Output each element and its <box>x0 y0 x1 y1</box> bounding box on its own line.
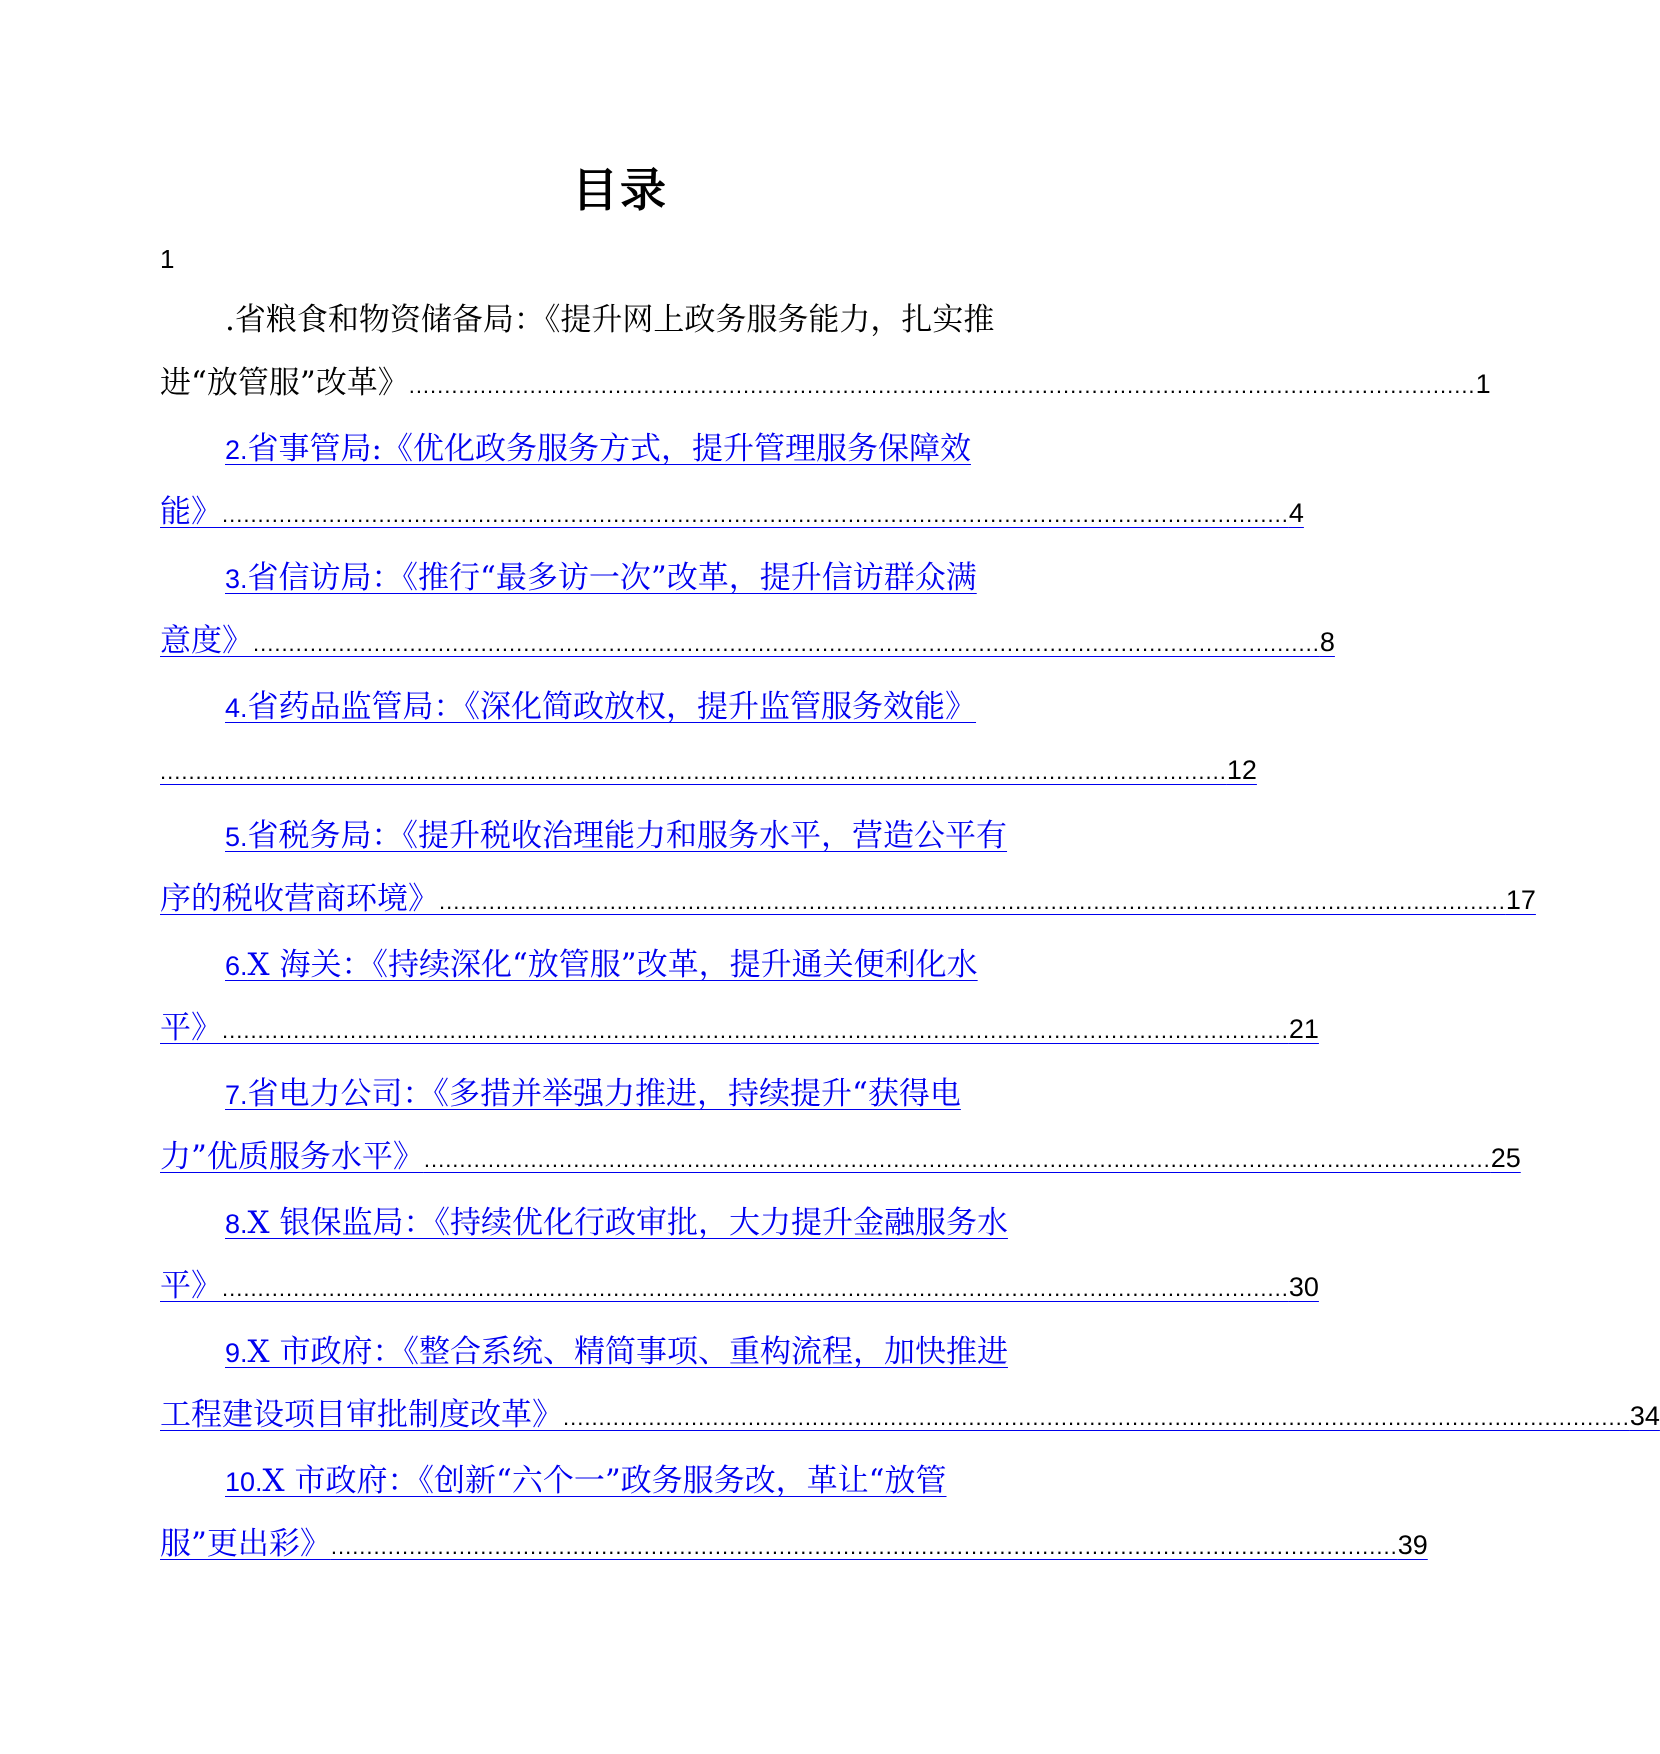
toc-entry-line1: 10.X 市政府：《创新“六个一”政务服务改，革让“放管 <box>225 1463 947 1499</box>
toc-entry-line1: 8.X 银保监局：《持续优化行政审批，大力提升金融服务水 <box>225 1205 1008 1241</box>
page-number: 1 <box>1475 369 1491 399</box>
page-number: 30 <box>1288 1272 1319 1302</box>
leader-dots: ...................................................................................................................................................... <box>160 759 1227 784</box>
toc-entry-line1: 4.省药品监管局：《深化简政放权，提升监管服务效能》 <box>225 689 977 725</box>
toc-entry-10[interactable] <box>160 1461 1428 1590</box>
toc-entry-2[interactable] <box>160 429 1304 558</box>
toc-top-number: 1 <box>160 244 175 274</box>
toc-entry-3[interactable] <box>160 558 1335 687</box>
leader-dots: ...................................................................................................................................................... <box>563 1405 1630 1430</box>
page-number: 8 <box>1319 627 1335 657</box>
page-number: 4 <box>1288 498 1304 528</box>
toc-entry-line1: 3.省信访局：《推行“最多访一次”改革，提升信访群众满 <box>225 560 977 596</box>
leader-dots: ...................................................................................................................................................... <box>222 1018 1289 1043</box>
leader-dots: ...................................................................................................................................................... <box>253 631 1320 656</box>
toc-entry-line2: 服”更出彩》 ...................................................................................................................................................... 39 <box>160 1524 1017 1564</box>
toc-entry-line2: 序的税收营商环境》 ...................................................................................................................................................... 17 <box>160 879 1017 919</box>
page-number: 39 <box>1397 1530 1428 1560</box>
toc-entry-line2: 意度》 ...................................................................................................................................................... 8 <box>160 621 1017 661</box>
leader-dots: ...................................................................................................................................................... <box>408 373 1476 398</box>
toc-entry-4[interactable] <box>160 687 1257 816</box>
toc-entry-line2: 进“放管服”改革》 ...................................................................................................................................................... 1 <box>160 363 1017 403</box>
toc-entry-line1: 6.X 海关：《持续深化“放管服”改革，提升通关便利化水 <box>225 947 978 983</box>
toc-entry-line2: 平》 ...................................................................................................................................................... 30 <box>160 1266 1017 1306</box>
toc-entry-5[interactable] <box>160 816 1536 945</box>
toc-entry-line1: 7.省电力公司：《多措并举强力推进，持续提升“获得电 <box>225 1076 961 1112</box>
toc-entry-line2: 力”优质服务水平》 ...................................................................................................................................................... 25 <box>160 1137 1017 1177</box>
toc-entry-line1: .省粮食和物资储备局：《提升网上政务服务能力，扎实推 <box>225 302 995 338</box>
toc-entry-line2: 工程建设项目审批制度改革》 ...................................................................................................................................................... 34 <box>160 1395 1017 1435</box>
page-number: 21 <box>1288 1014 1319 1044</box>
page-number: 34 <box>1629 1401 1660 1431</box>
leader-dots: ...................................................................................................................................................... <box>222 502 1289 527</box>
toc-entry-line1: 9.X 市政府：《整合系统、精简事项、重构流程，加快推进 <box>225 1334 1008 1370</box>
leader-dots: ...................................................................................................................................................... <box>330 1534 1398 1559</box>
leader-dots: ...................................................................................................................................................... <box>423 1147 1491 1172</box>
toc-entry-9[interactable] <box>160 1332 1660 1461</box>
page-number: 17 <box>1505 885 1536 915</box>
toc-entry-line2 <box>160 750 1257 790</box>
toc-entry-line2: 平》 ...................................................................................................................................................... 21 <box>160 1008 1017 1048</box>
toc-entry-6[interactable] <box>160 945 1319 1074</box>
page-number: 25 <box>1490 1143 1521 1173</box>
toc-entry-1[interactable] <box>160 300 1491 429</box>
page-title: 目录 <box>572 163 668 217</box>
toc-entry-7[interactable] <box>160 1074 1521 1203</box>
leader-dots: ...................................................................................................................................................... <box>439 889 1506 914</box>
toc-entry-line1: 2.省事管局:《优化政务服务方式，提升管理服务保障效 <box>225 431 971 467</box>
page-number: 12 <box>1226 755 1257 785</box>
leader-dots: ...................................................................................................................................................... <box>222 1276 1289 1301</box>
toc-entries <box>160 300 1660 1590</box>
toc-entry-line1: 5.省税务局：《提升税收治理能力和服务水平，营造公平有 <box>225 818 1008 854</box>
toc-entry-8[interactable] <box>160 1203 1319 1332</box>
toc-entry-line2: 能》 ...................................................................................................................................................... 4 <box>160 492 1017 532</box>
